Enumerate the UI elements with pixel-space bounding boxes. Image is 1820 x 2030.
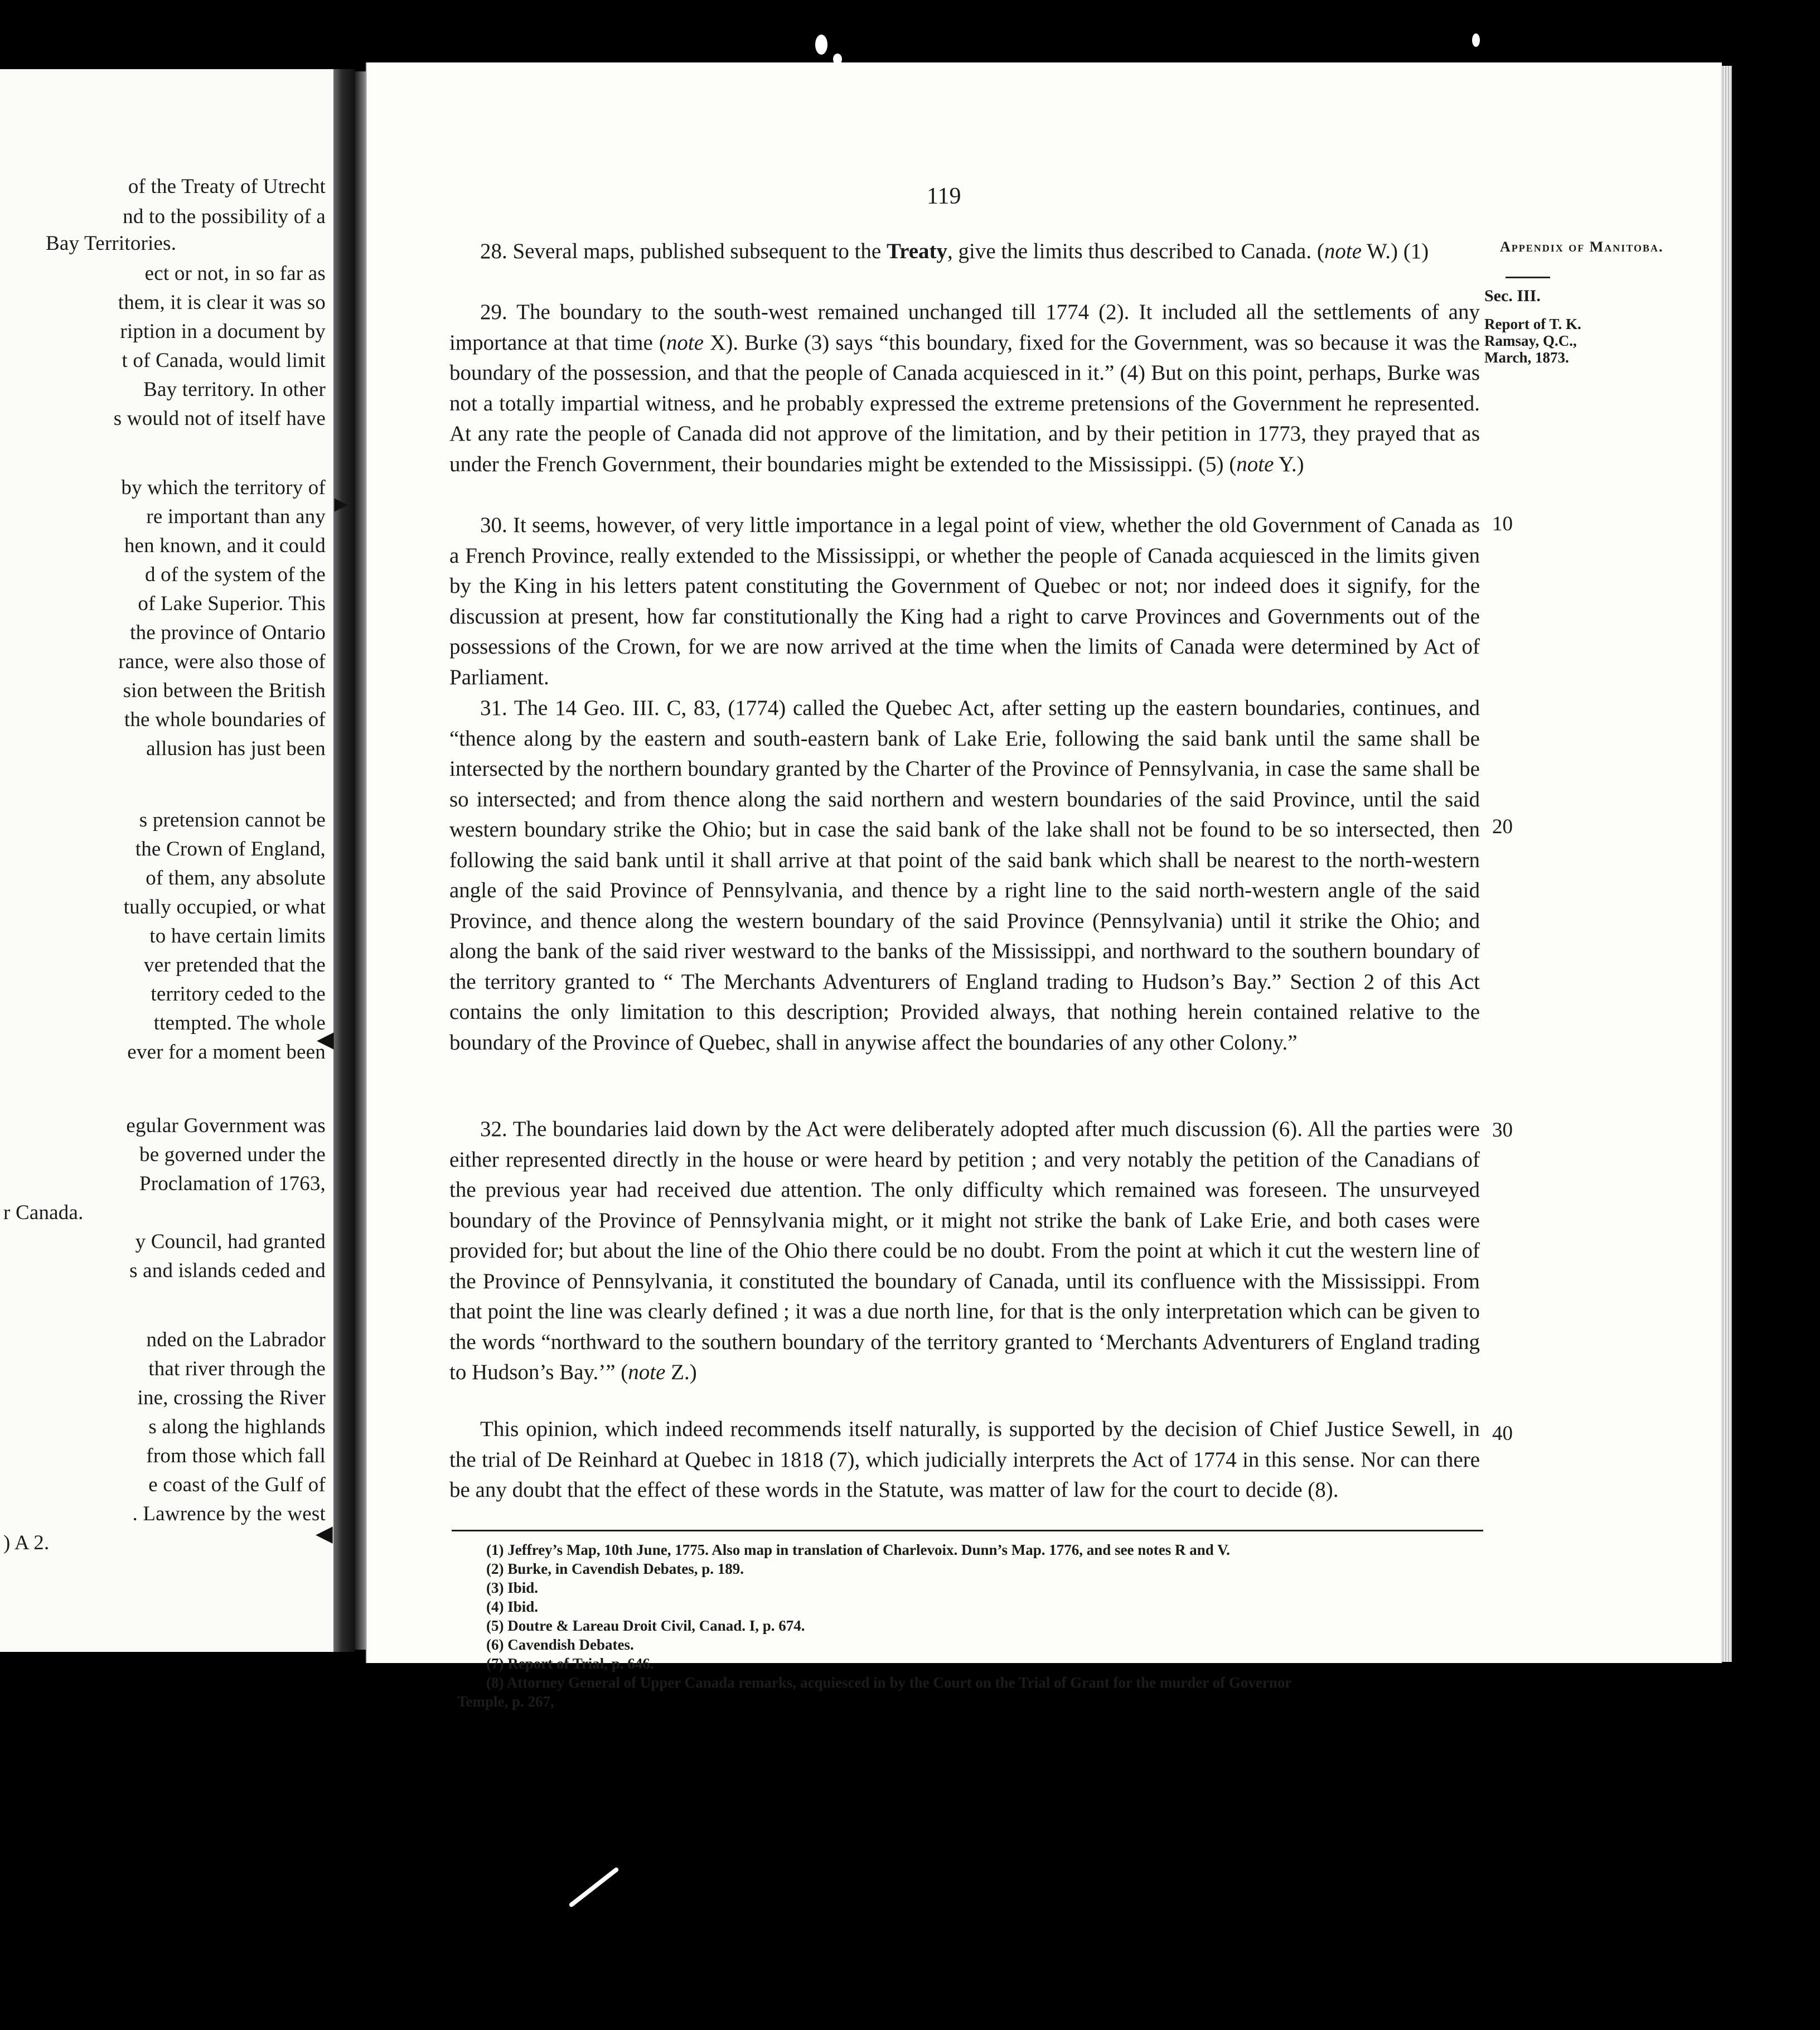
facing-page-line: of Lake Superior. This: [138, 592, 326, 615]
line-number-10: 10: [1492, 513, 1513, 535]
binding-mark-icon: ◀: [316, 1521, 333, 1546]
facing-page-line: e coast of the Gulf of: [148, 1473, 326, 1496]
facing-page-line: ect or not, in so far as: [144, 262, 326, 285]
facing-page-line: re important than any: [146, 505, 326, 528]
note-reference: note: [1236, 452, 1274, 476]
facing-page-line: nd to the possibility of a: [123, 205, 326, 228]
facing-page-line: of them, any absolute: [146, 867, 326, 890]
paragraph-text: W.) (1): [1362, 239, 1429, 263]
facing-page-line: t of Canada, would limit: [122, 349, 326, 372]
note-reference: note: [1324, 239, 1362, 263]
facing-page-line: tually occupied, or what: [123, 896, 326, 919]
footnote: (8) Attorney General of Upper Canada remarks, acquiesced in by the Court on the Trial of Grant for the murder of Governor: [486, 1674, 1292, 1691]
facing-page-line: nded on the Labrador: [146, 1328, 326, 1351]
facing-page-line: s would not of itself have: [113, 407, 326, 430]
footnote: (1) Jeffrey’s Map, 10th June, 1775. Also map in translation of Charlevoix. Dunn’s Map. 1776, and see notes R and V.: [486, 1541, 1230, 1558]
page-edge: [1721, 66, 1732, 1662]
facing-page-line: of the Treaty of Utrecht: [128, 175, 326, 198]
paragraph-conclusion: This opinion, which indeed recommends itself naturally, is supported by the decision of Chief Justice Sewell, in the trial of De Reinhard at Quebec in 1818 (7), which judicially interprets the Act of 1774 in this sense. Nor can there be any doubt that the effect of these words in the Statute, was matter of law for the court to decide (8).: [449, 1417, 1480, 1502]
facing-page-line: the Crown of England,: [135, 838, 326, 861]
facing-page-line: . Lawrence by the west: [132, 1502, 326, 1525]
paragraph-31: 31. The 14 Geo. III. C, 83, (1774) called the Quebec Act, after setting up the eastern boundaries, continues, and “thence along by the eastern and south-eastern bank of Lake Erie, following the said bank until the same shall be intersected by the northern boundary granted by the Charter of the Province of Pennsylvania, in case the same shall be so intersected; and from thence along the said northern and western boundaries of the said Province, until the said western boundary strike the Ohio; but in case the said bank of the lake shall not be found to be so intersected, then following the said bank until it shall arrive at that point of the said bank which shall be nearest to the north-western angle of the said Province of Pennsylvania, and thence by a right line to the said north-western angle of the said Province, and thence along the western boundary of the said Province (Pennsylvania) until it strike the Ohio; and along the bank of the said river westward to the banks of the Mississippi, and northward to the southern boundary of the territory granted to “ The Merchants Adventurers of England trading to Hudson’s Bay.” Section 2 of this Act contains the only limitation to this description; Provided always, that nothing herein contained relative to the boundary of the Province of Quebec, shall in anywise affect the boundaries of any other Colony.”: [449, 696, 1480, 1055]
paragraph-text: Y.): [1274, 452, 1304, 476]
note-reference: note: [628, 1360, 666, 1384]
facing-page-line: allusion has just been: [146, 737, 326, 760]
facing-page-line: ) A 2.: [3, 1531, 50, 1554]
page-number: 119: [927, 183, 961, 209]
binding-mark-icon: ►: [330, 491, 352, 516]
paragraph-text: , give the limits thus described to Canada. (: [947, 239, 1324, 263]
paragraph-text: 28. Several maps, published subsequent to the: [480, 239, 887, 263]
facing-page-line: to have certain limits: [149, 925, 326, 948]
facing-page-line: sion between the British: [123, 679, 326, 702]
facing-page-line: s along the highlands: [148, 1415, 326, 1438]
footnote-rule: [452, 1530, 1483, 1531]
facing-page: [0, 69, 333, 1652]
scan-speck: [815, 35, 827, 55]
facing-page-line: s pretension cannot be: [139, 809, 326, 832]
line-number-20: 20: [1492, 815, 1513, 838]
facing-page-line: ine, crossing the River: [137, 1386, 326, 1409]
paragraph-text: X). Burke (3) says “this boundary, fixed for the Government, was so because it was the boundary of the possession, and that the people of Canada acquiesced in it.” (4) But on this point, perhaps, Burke was not a totally impartial witness, and he probably expressed the extreme pretensions of the Government he represented. At any rate the people of Canada did not approve of the limitation, and by their petition in 1773, they prayed that as under the French Government, their boundaries might be extended to the Mississippi. (5) (: [449, 330, 1480, 476]
footnote: (4) Ibid.: [486, 1598, 539, 1615]
facing-page-line: s and islands ceded and: [129, 1259, 326, 1282]
facing-page-line: by which the territory of: [121, 476, 326, 499]
paragraph-32: [449, 1114, 1480, 1388]
sidenote-report: Report of T. K. Ramsay, Q.C., March, 1873.: [1484, 316, 1581, 366]
sidenote-appendix: Appendix of Manitoba.: [1500, 239, 1664, 255]
footnote: (3) Ibid.: [486, 1579, 539, 1596]
footnote: (7) Report of Trial, p. 646.: [486, 1655, 654, 1672]
note-reference: note: [666, 330, 704, 355]
facing-page-line: egular Government was: [126, 1114, 326, 1137]
facing-page-line: territory ceded to the: [151, 983, 326, 1006]
paragraph-30: 30. It seems, however, of very little importance in a legal point of view, whether the old Government of Canada as a French Province, really extended to the Mississippi, or whether the people of Canada acquiesced in the limits given by the King in his letters patent constituting the Government of Quebec or not; nor indeed does it signify, for the discussion at present, how far constitutionally the King had a right to carve Provinces and Governments out of the possessions of the Crown, for we are now arrived at the time when the limits of Canada were determined by Act of Parliament.: [449, 513, 1480, 689]
facing-page-line: Bay territory. In other: [143, 378, 326, 401]
facing-page-line: r Canada.: [3, 1201, 84, 1224]
facing-page-line: ever for a moment been: [127, 1041, 326, 1064]
footnote: (6) Cavendish Debates.: [486, 1636, 634, 1653]
scan-speck: [833, 54, 842, 65]
facing-page-line: that river through the: [148, 1357, 326, 1380]
facing-page-line: the whole boundaries of: [124, 708, 326, 731]
paragraph-text: 32. The boundaries laid down by the Act were deliberately adopted after much discussion (6). All the parties were either represented directly in the house or were heard by petition ; and very notably the petition of the Canadians of the previous year had received due attention. The only difficulty which remained was foreseen. The unsurveyed boundary of the Province of Pennsylvania might, or it might not strike the bank of Lake Erie, and both cases were provided for; but about the line of the Ohio there could be no doubt. From the point at which it cut the western line of the Province of Pennsylvania, it constituted the boundary of Canada, until its confluence with the Mississippi. From that point the line was clearly defined ; it was a due north line, for that is the only interpretation which can be given to the words “northward to the southern boundary of the territory granted to ‘Merchants Adventurers of England trading to Hudson’s Bay.’” (: [449, 1117, 1480, 1384]
footnote: (2) Burke, in Cavendish Debates, p. 189.: [486, 1560, 744, 1577]
paragraph-text: 29. The boundary to the south-west remained unchanged till 1774 (2). It included all the settlements of any importance at that time (: [449, 300, 1480, 355]
sidenote-rule: [1506, 277, 1550, 278]
facing-page-line: d of the system of the: [145, 563, 326, 586]
facing-page-line: from those which fall: [146, 1444, 326, 1467]
gutter: [333, 69, 355, 1652]
paragraph-bold-text: Treaty: [886, 239, 947, 263]
footnote: Temple, p. 267,: [457, 1693, 554, 1710]
facing-page-line: ription in a document by: [120, 320, 326, 343]
facing-page-line: y Council, had granted: [135, 1230, 326, 1253]
binding-mark-icon: ◀: [317, 1027, 334, 1052]
facing-page-line: ver pretended that the: [144, 954, 326, 977]
line-number-40: 40: [1492, 1422, 1513, 1445]
scan-speck: [1472, 33, 1480, 47]
facing-page-line: them, it is clear it was so: [118, 291, 326, 314]
spine-shadow: [355, 71, 366, 1650]
paragraph-29: [449, 297, 1480, 480]
footnote: (5) Doutre & Lareau Droit Civil, Canad. I, p. 674.: [486, 1617, 805, 1634]
scan-speck: [568, 1867, 619, 1908]
facing-page-line: be governed under the: [139, 1143, 326, 1166]
paragraph-28: [449, 236, 1480, 267]
sidenote-section: Sec. III.: [1484, 287, 1541, 305]
facing-page-line: Proclamation of 1763,: [139, 1172, 326, 1195]
paragraph-text: Z.): [665, 1360, 697, 1384]
facing-page-line: the province of Ontario: [130, 621, 326, 644]
line-number-30: 30: [1492, 1119, 1513, 1142]
facing-page-line: Bay Territories.: [46, 232, 177, 255]
facing-page-line: rance, were also those of: [118, 650, 326, 673]
facing-page-line: ttempted. The whole: [153, 1012, 326, 1035]
facing-page-line: hen known, and it could: [124, 534, 326, 557]
